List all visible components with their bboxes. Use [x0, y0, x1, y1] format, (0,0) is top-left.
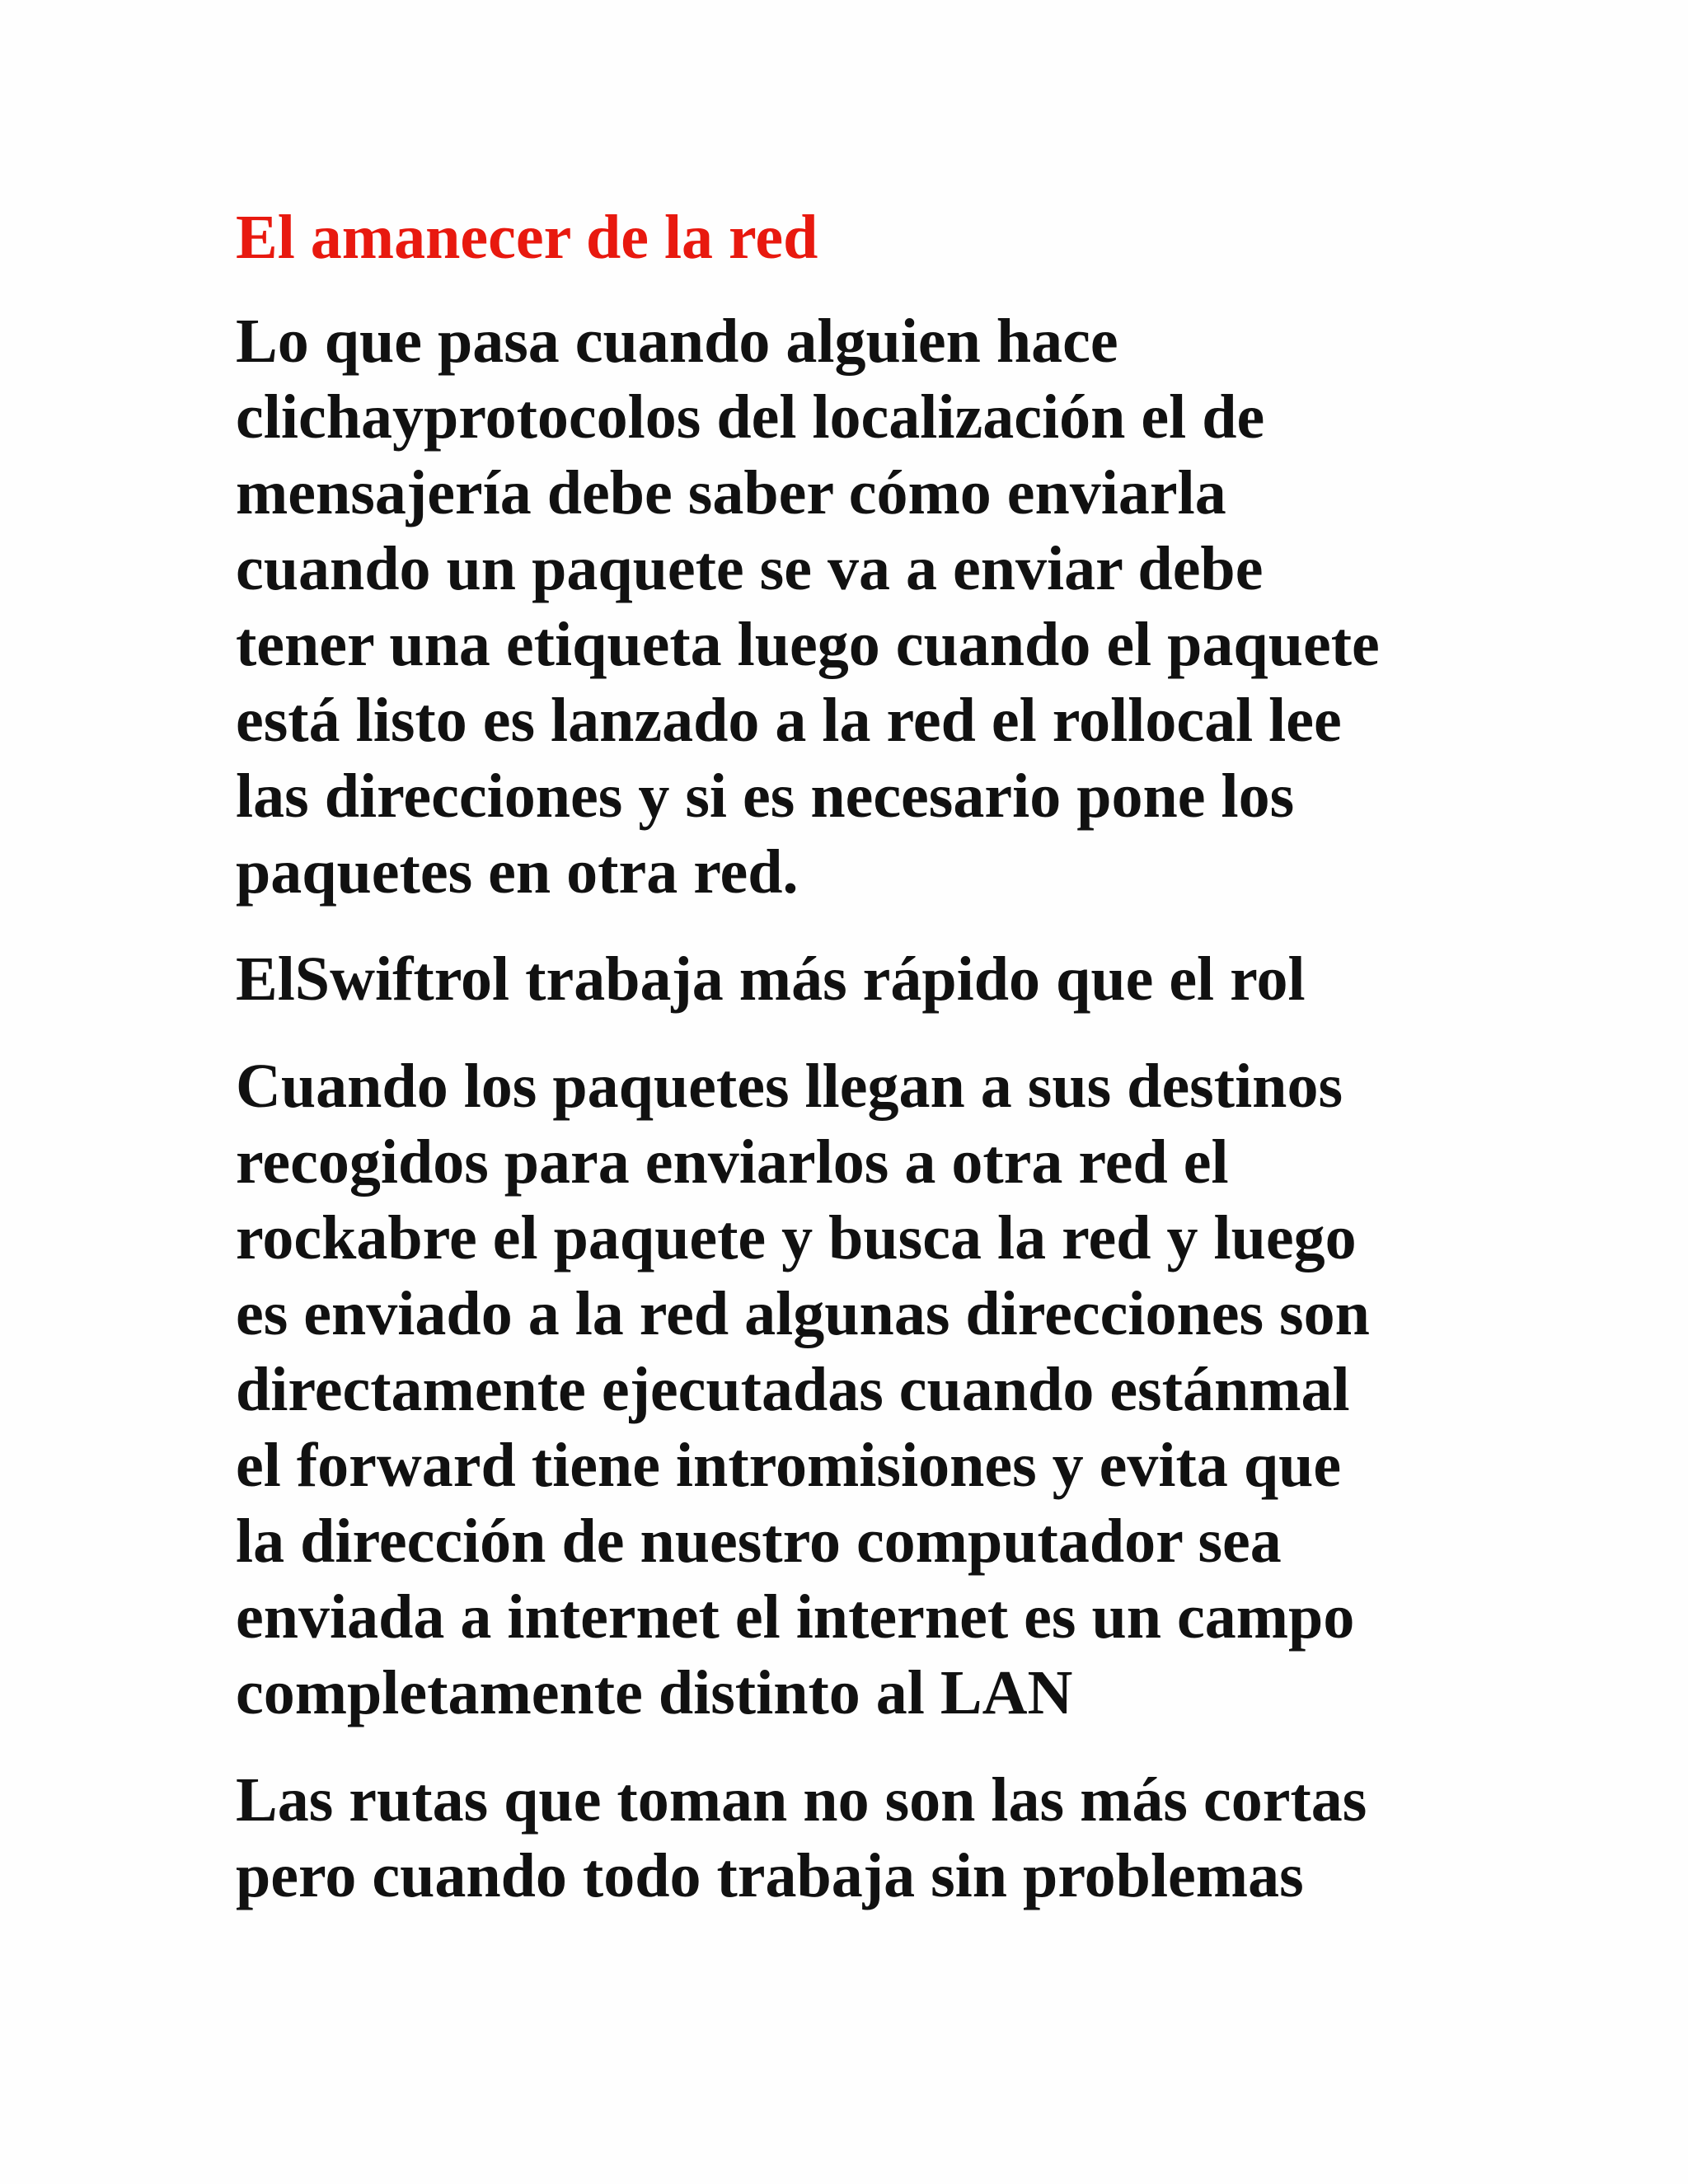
text-line: el forward tiene intromisiones y evita que [236, 1431, 1342, 1500]
document-content [236, 196, 1472, 1945]
text-line: Las rutas que toman no son las más cortas [236, 1765, 1367, 1835]
paragraph-1 [236, 303, 1472, 910]
text-line: rockabre el paquete y busca la red y luego [236, 1203, 1357, 1272]
text-line: la dirección de nuestro computador sea [236, 1507, 1282, 1576]
paragraph-3 [236, 1048, 1472, 1731]
text-line: Cuando los paquetes llegan a sus destinos [236, 1052, 1343, 1121]
text-line: Lo que pasa cuando alguien hace [236, 307, 1118, 376]
text-line: directamente ejecutadas cuando estánmal [236, 1355, 1350, 1424]
text-line: tener una etiqueta luego cuando el paquete [236, 610, 1380, 679]
text-line: mensajería debe saber cómo enviarla [236, 458, 1226, 527]
text-line: paquetes en otra red. [236, 837, 799, 907]
paragraph-4 [236, 1762, 1472, 1914]
text-line: las direcciones y si es necesario pone los [236, 762, 1295, 831]
text-line: clichayprotocolos del localización el de [236, 382, 1265, 452]
text-line: enviada a internet el internet es un campo [236, 1582, 1355, 1652]
text-line: cuando un paquete se va a enviar debe [236, 534, 1264, 603]
text-line: ElSwiftrol trabaja más rápido que el rol [236, 944, 1306, 1014]
text-line: completamente distinto al LAN [236, 1658, 1073, 1727]
text-line: está listo es lanzado a la red el rollocal lee [236, 686, 1342, 755]
document-title: El amanecer de la red [236, 203, 818, 272]
text-line: pero cuando todo trabaja sin problemas [236, 1841, 1304, 1910]
text-line: es enviado a la red algunas direcciones son [236, 1279, 1370, 1348]
paragraph-2 [236, 941, 1472, 1017]
text-line: recogidos para enviarlos a otra red el [236, 1127, 1229, 1197]
